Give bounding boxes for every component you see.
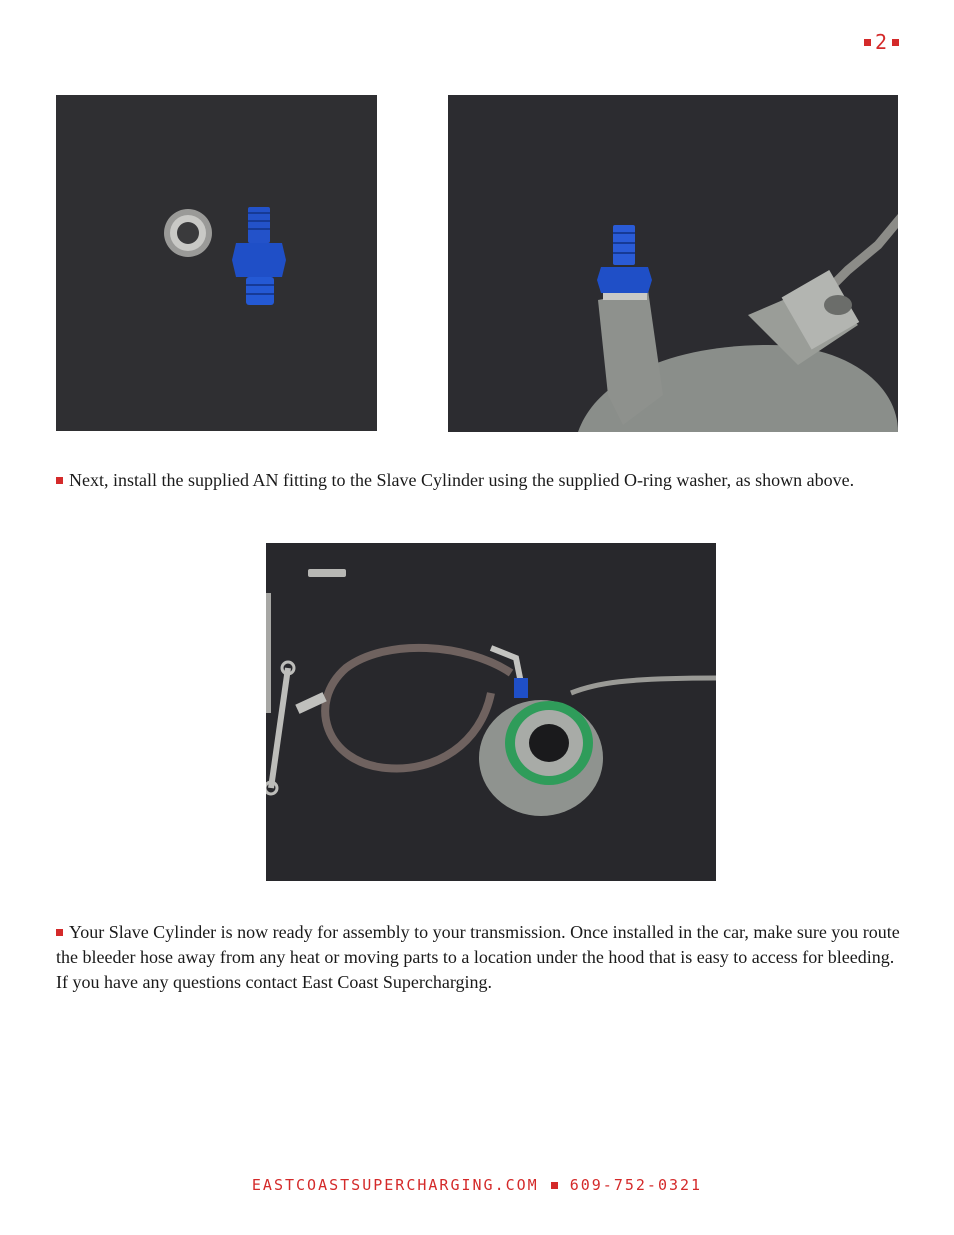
- bullet-square: [56, 477, 63, 484]
- footer-phone[interactable]: 609-752-0321: [569, 1176, 703, 1194]
- footer: [0, 1176, 954, 1194]
- photo-assembled-slave-cylinder-with-hose: [266, 543, 716, 881]
- page-number: [864, 30, 899, 54]
- photo-fitting-installed-on-slave-cylinder: [448, 95, 898, 432]
- instruction-install-fitting-text: Next, install the supplied AN fitting to the Slave Cylinder using the supplied O-ring washer, as shown above.: [69, 470, 855, 490]
- instruction-install-fitting: [56, 468, 901, 493]
- page-number-right-square: [892, 39, 899, 46]
- instruction-ready-for-assembly: [56, 920, 901, 995]
- photo-an-fitting-and-washer: [56, 95, 377, 431]
- footer-website[interactable]: EASTCOASTSUPERCHARGING.COM: [251, 1176, 539, 1194]
- footer-separator-square: [551, 1182, 558, 1189]
- page-number-left-square: [864, 39, 871, 46]
- page-number-text: 2: [874, 30, 888, 54]
- bullet-square: [56, 929, 63, 936]
- instruction-ready-for-assembly-text: Your Slave Cylinder is now ready for assembly to your transmission. Once installed in the car, make sure you route the bleeder hose away from any heat or moving parts to a location under the hood that is easy to access for bleeding. If you have any questions contact East Coast Supercharging.: [56, 922, 900, 992]
